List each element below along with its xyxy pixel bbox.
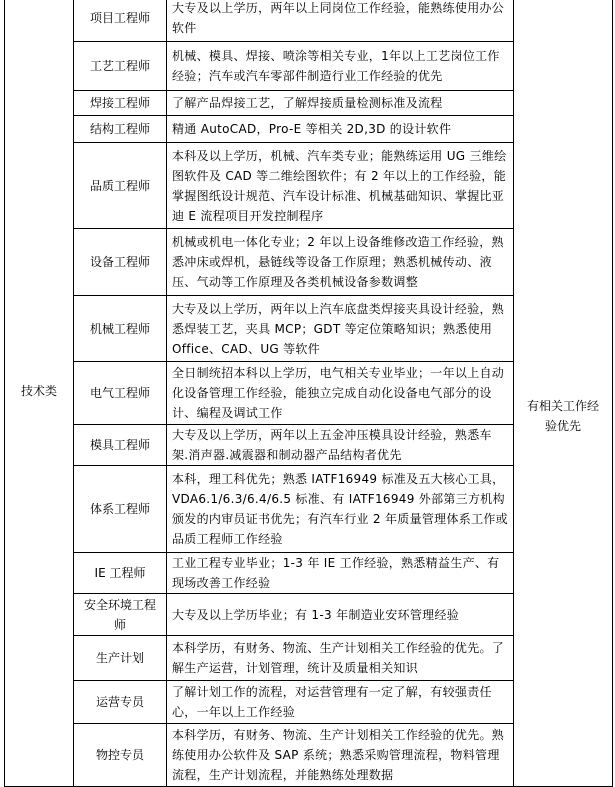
position-requirement: 大专及以上学历，两年以上同岗位工作经验，能熟练使用办公软件 bbox=[167, 0, 514, 42]
job-requirements-table bbox=[4, 0, 613, 787]
position-title: 结构工程师 bbox=[74, 116, 167, 143]
position-requirement: 本科，理工科优先；熟悉 IATF16949 标准及五大核心工具，VDA6.1/6.3/6.4/6.5 标准、有 IATF16949 外部第三方机构颁发的内审员证书优先；有汽车行业 2 年质量管理体系工作或品质工程师工作经验 bbox=[167, 466, 514, 553]
position-title: 电气工程师 bbox=[74, 362, 167, 425]
position-title: 安全环境工程师 bbox=[74, 594, 167, 636]
position-requirement: 大专及以上学历，两年以上汽车底盘类焊接夹具设计经验，熟悉焊装工艺，夹具 MCP；GDT 等定位策略知识；熟悉使用 Office、CAD、UG 等软件 bbox=[167, 296, 514, 362]
position-requirement: 本科学历，有财务、物流、生产计划相关工作经验的优先。了解生产运营，计划管理，统计及质量相关知识 bbox=[167, 636, 514, 681]
position-requirement: 工业工程专业毕业；1-3 年 IE 工作经验，熟悉精益生产、有现场改善工作经验 bbox=[167, 553, 514, 594]
position-title: 工艺工程师 bbox=[74, 42, 167, 91]
position-title: IE 工程师 bbox=[74, 553, 167, 594]
position-requirement: 本科及以上学历，机械、汽车类专业；能熟练运用 UG 三维绘图软件及 CAD 等二维绘图软件；有 2 年以上的工作经验，能掌握图纸设计规范、汽车设计标准、机械基础知识、掌握比亚迪 E 流程项目开发控制程序 bbox=[167, 143, 514, 229]
extra-requirement-cell bbox=[514, 0, 613, 787]
position-requirement: 大专及以上学历，两年以上五金冲压模具设计经验，熟悉车架.消声器.减震器和制动器产品结构者优先 bbox=[167, 425, 514, 466]
category-cell: 技术类 bbox=[5, 0, 74, 787]
position-title: 品质工程师 bbox=[74, 143, 167, 229]
position-title: 机械工程师 bbox=[74, 296, 167, 362]
extra-requirement-text: 有相关工作经验优先 bbox=[526, 398, 599, 433]
position-requirement: 精通 AutoCAD，Pro-E 等相关 2D,3D 的设计软件 bbox=[167, 116, 514, 143]
position-title: 焊接工程师 bbox=[74, 91, 167, 116]
position-title: 设备工程师 bbox=[74, 229, 167, 296]
position-requirement: 全日制统招本科以上学历，电气相关专业毕业；一年以上自动化设备管理工作经验，能独立完成自动化设备电气部分的设计、编程及调试工作 bbox=[167, 362, 514, 425]
position-title: 生产计划 bbox=[74, 636, 167, 681]
position-requirement: 本科学历，有财务、物流、生产计划相关工作经验的优先。熟练使用办公软件及 SAP 系统；熟悉采购管理流程，物料管理流程，生产计划流程，并能熟练处理数据 bbox=[167, 724, 514, 787]
position-title: 物控专员 bbox=[74, 724, 167, 787]
position-title: 模具工程师 bbox=[74, 425, 167, 466]
position-requirement: 大专及以上学历毕业；有 1-3 年制造业安环管理经验 bbox=[167, 594, 514, 636]
position-title: 运营专员 bbox=[74, 681, 167, 724]
position-requirement: 了解计划工作的流程，对运营管理有一定了解，有较强责任心，一年以上工作经验 bbox=[167, 681, 514, 724]
position-requirement: 了解产品焊接工艺，了解焊接质量检测标准及流程 bbox=[167, 91, 514, 116]
position-title: 体系工程师 bbox=[74, 466, 167, 553]
position-requirement: 机械、模具、焊接、喷涂等相关专业，1年以上工艺岗位工作经验；汽车或汽车零部件制造行业工作经验的优先 bbox=[167, 42, 514, 91]
table-row bbox=[5, 0, 613, 42]
position-title: 项目工程师 bbox=[74, 0, 167, 42]
position-requirement: 机械或机电一体化专业；2 年以上设备维修改造工作经验，熟悉冲床或焊机，悬链线等设备工作原理；熟悉机械传动、液压、气动等工作原理及各类机械设备参数调整 bbox=[167, 229, 514, 296]
